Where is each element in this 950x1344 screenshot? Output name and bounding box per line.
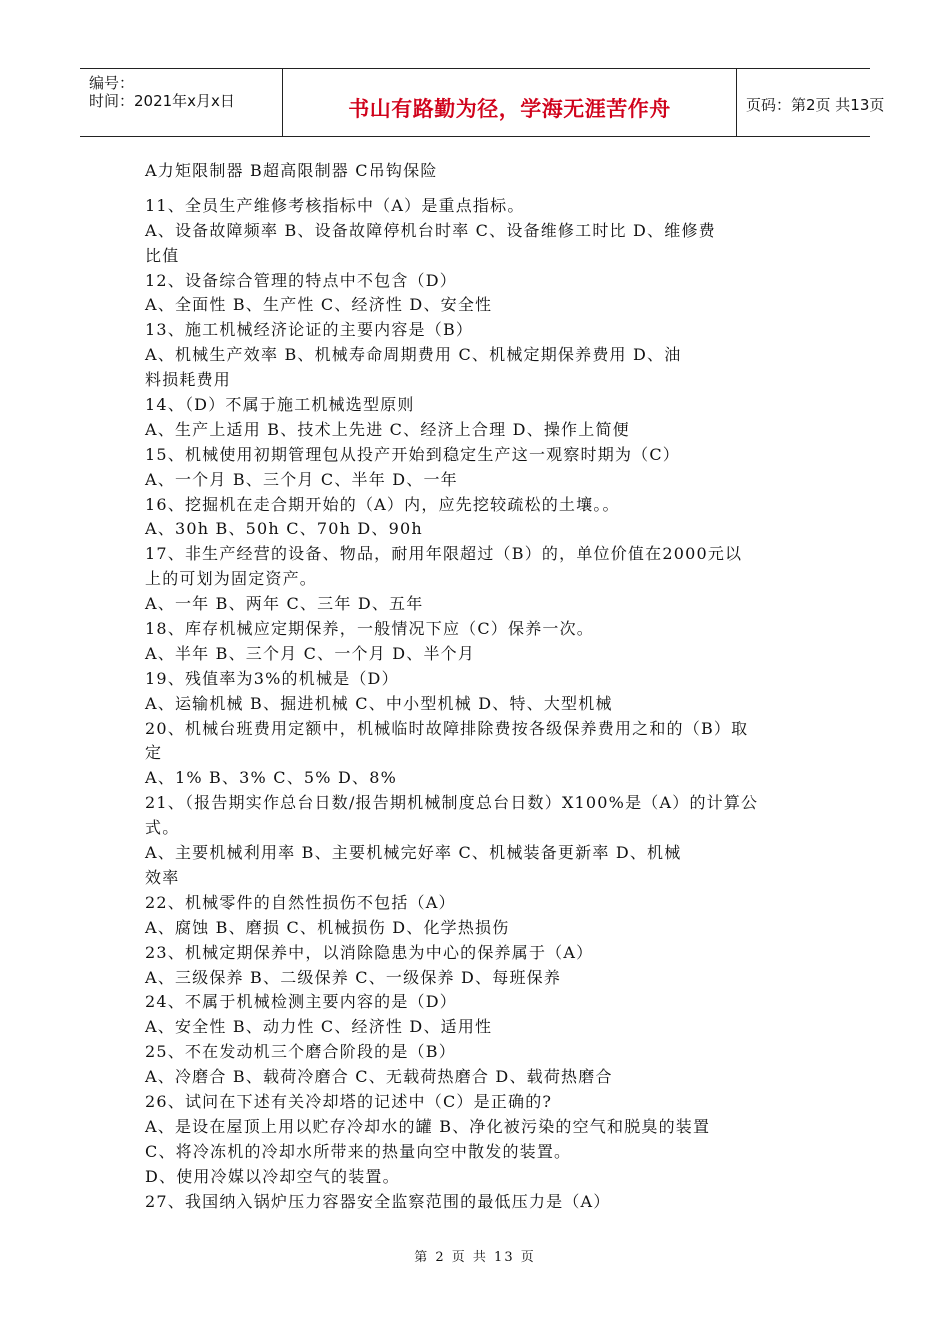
text-line: 25、不在发动机三个磨合阶段的是（B） — [145, 1042, 456, 1062]
header-motto-cell — [283, 69, 737, 136]
text-line: A、三级保养 B、二级保养 C、一级保养 D、每班保养 — [145, 967, 562, 987]
text-line: A、运输机械 B、掘进机械 C、中小型机械 D、特、大型机械 — [145, 693, 613, 713]
text-line: A、一个月 B、三个月 C、半年 D、一年 — [145, 469, 458, 489]
text-line: 12、设备综合管理的特点中不包含（D） — [145, 270, 457, 290]
text-line: D、使用冷媒以冷却空气的装置。 — [145, 1166, 400, 1186]
text-line: 27、我国纳入锅炉压力容器安全监察范围的最低压力是（A） — [145, 1191, 611, 1211]
paragraph-gap — [145, 184, 810, 194]
text-line: 23、机械定期保养中，以消除隐患为中心的保养属于（A） — [145, 942, 594, 962]
text-line: A、半年 B、三个月 C、一个月 D、半个月 — [145, 643, 476, 663]
text-line: 13、施工机械经济论证的主要内容是（B） — [145, 320, 474, 340]
text-line: 21、（报告期实作总台日数/报告期机械制度总台日数）X100%是（A）的计算公 — [145, 793, 759, 813]
text-line: 15、机械使用初期管理包从投产开始到稳定生产这一观察时期为（C） — [145, 444, 681, 464]
text-line: A、一年 B、两年 C、三年 D、五年 — [145, 594, 424, 614]
page-header — [80, 68, 885, 137]
time-label: 时间：2021年x月x日 — [89, 92, 235, 110]
text-line: 11、全员生产维修考核指标中（A）是重点指标。 — [145, 195, 525, 215]
text-line: 14、（D）不属于施工机械选型原则 — [145, 395, 415, 415]
document-body — [145, 159, 810, 1214]
page-footer: 第 2 页 共 13 页 — [414, 1250, 536, 1265]
text-line: 26、试问在下述有关冷却塔的记述中（C）是正确的? — [145, 1091, 553, 1111]
text-line: A、机械生产效率 B、机械寿命周期费用 C、机械定期保养费用 D、油 — [145, 345, 682, 365]
text-line: 17、非生产经营的设备、物品，耐用年限超过（B）的，单位价值在2000元以 — [145, 544, 743, 564]
text-line: A、腐蚀 B、磨损 C、机械损伤 D、化学热损伤 — [145, 917, 510, 937]
header-meta-cell — [80, 69, 283, 136]
number-label: 编号： — [89, 74, 135, 92]
text-line: 比值 — [145, 245, 180, 265]
text-line: 24、不属于机械检测主要内容的是（D） — [145, 992, 457, 1012]
text-line: 料损耗费用 — [145, 370, 232, 390]
text-line: 式。 — [145, 818, 180, 838]
text-line: A、冷磨合 B、载荷冷磨合 C、无载荷热磨合 D、载荷热磨合 — [145, 1067, 613, 1087]
text-line: 18、库存机械应定期保养，一般情况下应（C）保养一次。 — [145, 619, 595, 639]
text-line: A、全面性 B、生产性 C、经济性 D、安全性 — [145, 295, 493, 315]
text-line: 22、机械零件的自然性损伤不包括（A） — [145, 892, 456, 912]
text-line: A、30h B、50h C、70h D、90h — [145, 519, 423, 539]
text-line: 20、机械台班费用定额中，机械临时故障排除费按各级保养费用之和的（B）取 — [145, 718, 749, 738]
text-line: 19、残值率为3%的机械是（D） — [145, 668, 399, 688]
text-line: A、安全性 B、动力性 C、经济性 D、适用性 — [145, 1017, 493, 1037]
text-line: 上的可划为固定资产。 — [145, 569, 318, 589]
text-line: 16、挖掘机在走合期开始的（A）内，应先挖较疏松的土壤。。 — [145, 494, 620, 514]
text-line: A、生产上适用 B、技术上先进 C、经济上合理 D、操作上简便 — [145, 419, 630, 439]
text-line: C、将冷冻机的冷却水所带来的热量向空中散发的装置。 — [145, 1141, 572, 1161]
text-line: A力矩限制器 B超高限制器 C吊钩保险 — [145, 161, 438, 180]
motto-text: 书山有路勤为径，学海无涯苦作舟 — [348, 97, 671, 121]
page-info: 页码：第2页 共13页 — [746, 96, 885, 114]
text-line: A、是设在屋顶上用以贮存冷却水的罐 B、净化被污染的空气和脱臭的装置 — [145, 1116, 711, 1136]
text-line: A、设备故障频率 B、设备故障停机台时率 C、设备维修工时比 D、维修费 — [145, 220, 716, 240]
text-line: 定 — [145, 743, 163, 763]
text-line: A、主要机械利用率 B、主要机械完好率 C、机械装备更新率 D、机械 — [145, 843, 682, 863]
text-line: 效率 — [145, 867, 180, 887]
text-line: A、1% B、3% C、5% D、8% — [145, 768, 397, 788]
header-page-cell — [737, 69, 885, 136]
